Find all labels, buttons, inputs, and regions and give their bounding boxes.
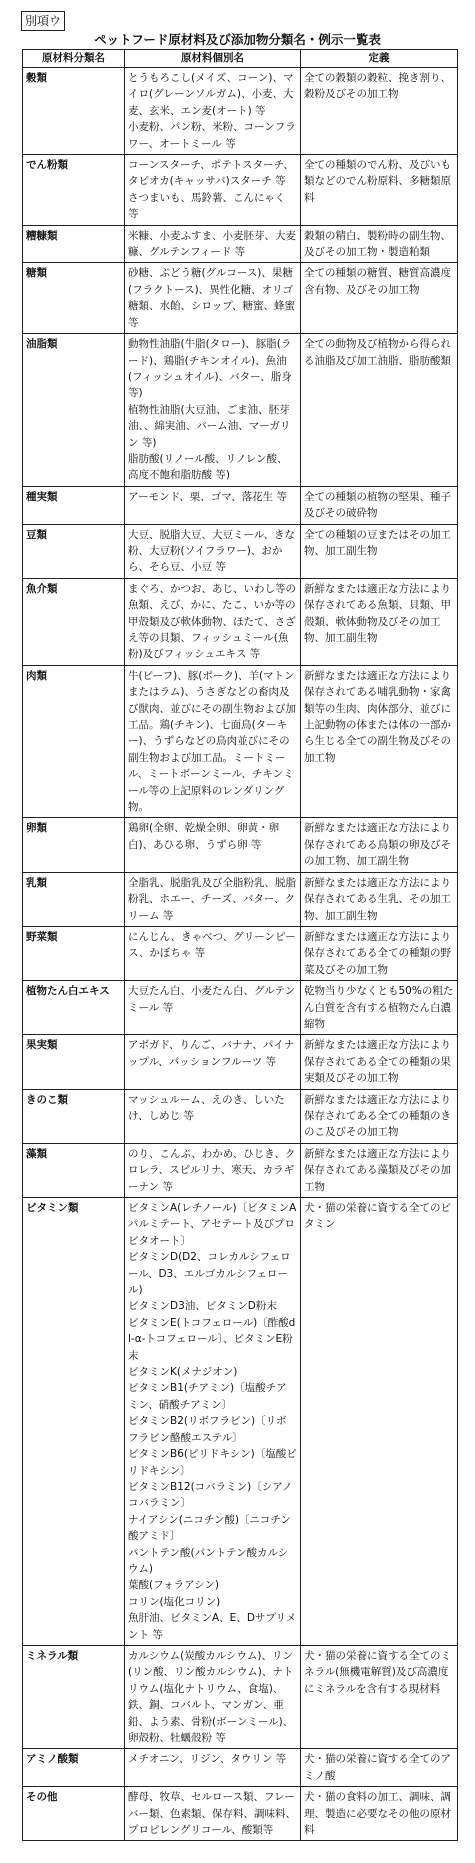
ingredient-item: 小麦粉、パン粉、米粉、コーンフラワー、オートミール 等	[128, 121, 296, 150]
ingredient-list	[125, 981, 301, 1035]
table-row	[23, 1089, 458, 1143]
table-row	[23, 263, 458, 334]
table-row	[23, 486, 458, 524]
definition-text: 全ての穀類の穀粒、挽き割り、穀粉及びその加工物	[304, 72, 451, 101]
table-row	[23, 1198, 458, 1646]
definition-text: 全ての動物及び植物から得られる油脂及び加工油脂、脂肪酸類	[304, 338, 451, 367]
table-row	[23, 225, 458, 263]
category-name: でん粉類	[23, 155, 125, 226]
ingredient-item: ビタミンB2(リボフラビン)〔リボフラビン酪酸エステル〕	[128, 1415, 287, 1444]
definition-text: 犬・猫の食料の加工、調味、調理、製造に必要なその他の原材料	[304, 1791, 451, 1837]
column-header-category: 原材料分類名	[23, 50, 125, 68]
ingredient-item: メチオニン、リジン、タウリン 等	[128, 1753, 287, 1766]
ingredient-item: とうもろこし(メイズ、コーン)、マイロ(グレーンソルガム)、小麦、大麦、玄米、エン麦(オート) 等	[128, 72, 294, 117]
category-name: 糟糠類	[23, 225, 125, 263]
definition	[301, 1645, 458, 1748]
ingredient-list	[125, 872, 301, 926]
definition	[301, 524, 458, 578]
definition	[301, 818, 458, 872]
ingredient-list	[125, 818, 301, 872]
column-header-ingredients: 原材料個別名	[125, 50, 301, 68]
ingredient-item: 大豆、脱脂大豆、大豆ミール、きな粉、大豆粉(ソイフラワー)、おから、そら豆、小豆 等	[128, 528, 295, 574]
ingredient-list	[125, 578, 301, 665]
ingredient-item: 植物性油脂(大豆油、ごま油、胚芽油、、綿実油、パーム油、マーガリン 等)	[128, 403, 291, 449]
ingredient-item: コリン(塩化コリン)	[128, 1595, 221, 1608]
ingredient-item: にんじん、きゃべつ、グリーンピース、かぼちゃ 等	[128, 930, 296, 960]
ingredient-item: ビタミンD3油、ビタミンD粉末	[128, 1300, 277, 1313]
ingredient-list	[125, 1749, 301, 1787]
ingredient-list	[125, 68, 301, 155]
definition	[301, 578, 458, 665]
ingredient-list	[125, 263, 301, 334]
category-name: アミノ酸類	[23, 1749, 125, 1787]
definition	[301, 68, 458, 155]
ingredient-item: アボガド、りんご、バナナ、パイナップル、パッションフルーツ 等	[128, 1039, 295, 1068]
ingredient-item: ビタミンB12(コバラミン)〔シアノコバラミン〕	[128, 1480, 293, 1510]
ingredient-item: マッシュルーム、えのき、しいたけ、しめじ 等	[128, 1093, 285, 1122]
definition	[301, 926, 458, 980]
annex-tag: 別項ウ	[21, 11, 65, 31]
definition-text: 新鮮なまたは適正な方法により保存されてある哺乳動物・家禽類等の生肉、肉体部分、並びに上記動物の体または体の一部から生じる全ての副生物及びその加工物	[304, 669, 451, 764]
definition	[301, 1198, 458, 1646]
ingredient-item: ビタミンK(メナジオン)	[128, 1366, 238, 1379]
table-row	[23, 1035, 458, 1089]
ingredient-item: 全脂乳、脱脂乳及び全脂粉乳、脱脂粉乳、ホエー、チーズ、バター、クリーム 等	[128, 876, 296, 922]
table-row	[23, 665, 458, 818]
category-name: 穀類	[23, 68, 125, 155]
category-name: 植物たん白エキス	[23, 981, 125, 1035]
table-row	[23, 981, 458, 1035]
ingredient-item: ナイアシン(ニコチン酸)〔ニコチン酸アミド〕	[128, 1513, 291, 1543]
category-name: ミネラル類	[23, 1645, 125, 1748]
definition-text: 新鮮なまたは適正な方法により保存されてある全ての種類の野菜及びその加工物	[304, 930, 451, 976]
ingredient-item: アーモンド、栗、ゴマ、落花生 等	[128, 490, 287, 503]
category-name: 卵類	[23, 818, 125, 872]
table-row	[23, 872, 458, 926]
category-name: 糖類	[23, 263, 125, 334]
table-row	[23, 1645, 458, 1748]
ingredient-item: のり、こんぶ、わかめ、ひじき、クロレラ、スピルリナ、寒天、カラギーナン 等	[128, 1147, 296, 1193]
table-row	[23, 578, 458, 665]
table-row	[23, 524, 458, 578]
category-name: 果実類	[23, 1035, 125, 1089]
ingredient-list	[125, 1198, 301, 1646]
definition-text: 全ての種類の豆またはその加工物、加工副生物	[304, 528, 451, 557]
table-body	[23, 68, 458, 1841]
ingredient-item: ビタミンE(トコフェロール)〔酢酸dl-α-トコフェロール〕、ビタミンE粉末	[128, 1316, 296, 1362]
ingredient-list	[125, 665, 301, 818]
definition	[301, 1749, 458, 1787]
category-name: 乳類	[23, 872, 125, 926]
table-row	[23, 1787, 458, 1841]
ingredient-item: 砂糖、ぶどう糖(グルコース)、果糖(フラクトース)、異性化糖、オリゴ糖類、水飴、シロップ、糖蜜、蜂蜜 等	[128, 267, 295, 329]
definition	[301, 872, 458, 926]
definition	[301, 1035, 458, 1089]
table-row	[23, 155, 458, 226]
category-name: その他	[23, 1787, 125, 1841]
definition-text: 新鮮なまたは適正な方法により保存されてある全ての種類の果実類及びその加工物	[304, 1039, 451, 1085]
category-name: 肉類	[23, 665, 125, 818]
ingredient-list	[125, 334, 301, 487]
ingredient-table	[22, 49, 458, 1841]
ingredient-item: 動物性油脂(牛脂(タロー)、豚脂(ラード)、鶏脂(チキンオイル)、魚油(フィッシュオイル)、バター、脂身 等)	[128, 338, 292, 400]
ingredient-list	[125, 225, 301, 263]
definition-text: 新鮮なまたは適正な方法により保存されてある魚類、貝類、甲殻類、軟体動物及びその加工物、加工副生物	[304, 582, 451, 644]
ingredient-list	[125, 486, 301, 524]
table-row	[23, 1749, 458, 1787]
category-name: 野菜類	[23, 926, 125, 980]
category-name: きのこ類	[23, 1089, 125, 1143]
ingredient-list	[125, 1089, 301, 1143]
definition-text: 新鮮なまたは適正な方法により保存されてある生乳、その加工物、加工副生物	[304, 876, 451, 922]
ingredient-list	[125, 1035, 301, 1089]
definition-text: 全ての種類の糖質、糖質高濃度含有物、及びその加工物	[304, 267, 451, 296]
ingredient-item: 葉酸(フォラアシン)	[128, 1579, 219, 1592]
ingredient-item: カルシウム(炭酸カルシウム)、リン(リン酸、リン酸カルシウム)、ナトリウム(塩化ナトリウム、食塩)、鉄、銅、コバルト、マンガン、亜鉛、よう素、骨粉(ボーンミール)、卵殻粉、牡蠣殻粉 等	[128, 1649, 294, 1744]
ingredient-item: 鶏卵(全卵、乾燥全卵、卵黄・卵白)、あひる卵、うずら卵 等	[128, 822, 280, 851]
definition	[301, 1787, 458, 1841]
definition	[301, 155, 458, 226]
category-name: 油脂類	[23, 334, 125, 487]
ingredient-item: 酵母、牧草、セルロース類、フレーバー類、色素類、保存料、調味料、プロピレングリコール、酸類等	[128, 1791, 296, 1837]
category-name: 魚介類	[23, 578, 125, 665]
definition-text: 犬・猫の栄養に資する全てのビタミン	[304, 1202, 451, 1231]
ingredient-list	[125, 926, 301, 980]
definition	[301, 665, 458, 818]
table-row	[23, 818, 458, 872]
ingredient-item: 大豆たん白、小麦たん白、グルテンミール 等	[128, 985, 296, 1014]
table-row	[23, 334, 458, 487]
definition	[301, 981, 458, 1035]
definition	[301, 486, 458, 524]
ingredient-item: ビタミンD(D2、コレカルシフェロール、D3、エルゴカルシフェロール)	[128, 1251, 291, 1297]
definition-text: 穀類の精白、製粉時の副生物、及びその加工物・製造粕類	[304, 229, 451, 259]
ingredient-item: 牛(ビーフ)、豚(ポーク)、羊(マトンまたはラム)、うさぎなどの畜肉及び獣肉、並びにその副生物および加工品。鶏(チキン)、七面鳥(ターキー)、うずらなどの鳥肉並びにその副生物および加工品。ミートミール、ミートボーンミール、チキンミール等の上記原料のレンダリング物。	[128, 669, 296, 814]
category-name: 種実類	[23, 486, 125, 524]
definition-text: 犬・猫の栄養に資する全てのミネラル(無機電解質)及び高濃度にミネラルを含有する現材料	[304, 1649, 451, 1695]
ingredient-item: コーンスターチ、ポテトスターチ、タピオカ(キャッサバ)スターチ 等	[128, 159, 294, 188]
definition-text: 全ての種類の植物の堅果、種子及びその破砕物	[304, 490, 451, 520]
category-name: 藻類	[23, 1143, 125, 1197]
ingredient-item: 脂肪酸(リノール酸、リノレン酸、高度不飽和脂肪酸 等)	[128, 452, 288, 482]
table-row	[23, 1143, 458, 1197]
definition	[301, 225, 458, 263]
ingredient-item: ビタミンB6(ピリドキシン)〔塩酸ピリドキシン〕	[128, 1448, 297, 1477]
ingredient-item: パントテン酸(パントテン酸カルシウム)	[128, 1546, 289, 1575]
table-title: ペットフード原材料及び添加物分類名・例示一覧表	[94, 32, 381, 47]
ingredient-list	[125, 1645, 301, 1748]
definition	[301, 1089, 458, 1143]
ingredient-item: 米糠、小麦ふすま、小麦胚芽、大麦糠、グルテンフィード 等	[128, 229, 296, 259]
ingredient-item: ビタミンB1(チアミン)〔塩酸チアミン、硝酸チアミン〕	[128, 1382, 287, 1411]
ingredient-item: ビタミンA(レチノール)〔ビタミンAパルミテート、アセテート及びプロビタオート〕	[128, 1202, 297, 1247]
column-header-definition: 定義	[301, 50, 458, 68]
definition	[301, 263, 458, 334]
definition-text: 乾物当り少なくとも50%の粗たん白質を含有する植物たん白濃縮物	[304, 985, 454, 1030]
definition	[301, 1143, 458, 1197]
ingredient-item: さつまいも、馬鈴薯、こんにゃく 等	[128, 191, 286, 221]
category-name: ビタミン類	[23, 1198, 125, 1646]
ingredient-list	[125, 1787, 301, 1841]
definition-text: 新鮮なまたは適正な方法により保存されてある全ての種類のきのこ及びその加工物	[304, 1093, 451, 1139]
ingredient-list	[125, 1143, 301, 1197]
ingredient-item: まぐろ、かつお、あじ、いわし等の魚類、えび、かに、たこ、いか等の甲殻類及び軟体動物、ほたて、さざえ等の貝類、フィッシュミール(魚粉)及びフィッシュエキス 等	[128, 582, 296, 661]
definition-text: 犬・猫の栄養に資する全てのアミノ酸	[304, 1753, 451, 1782]
definition	[301, 334, 458, 487]
table-row	[23, 926, 458, 980]
table-row	[23, 68, 458, 155]
header-row	[23, 50, 458, 68]
definition-text: 新鮮なまたは適正な方法により保存されてある鳥類の卵及びその加工物、加工副生物	[304, 822, 451, 868]
ingredient-list	[125, 155, 301, 226]
definition-text: 新鮮なまたは適正な方法により保存されてある藻類及びその加工物	[304, 1147, 451, 1193]
category-name: 豆類	[23, 524, 125, 578]
definition-text: 全ての種類のでん粉、及びいも類などのでん粉原料、多糖類原料	[304, 159, 451, 204]
ingredient-list	[125, 524, 301, 578]
ingredient-item: 魚肝油、ビタミンA、E、Dサプリメント 等	[128, 1612, 297, 1641]
